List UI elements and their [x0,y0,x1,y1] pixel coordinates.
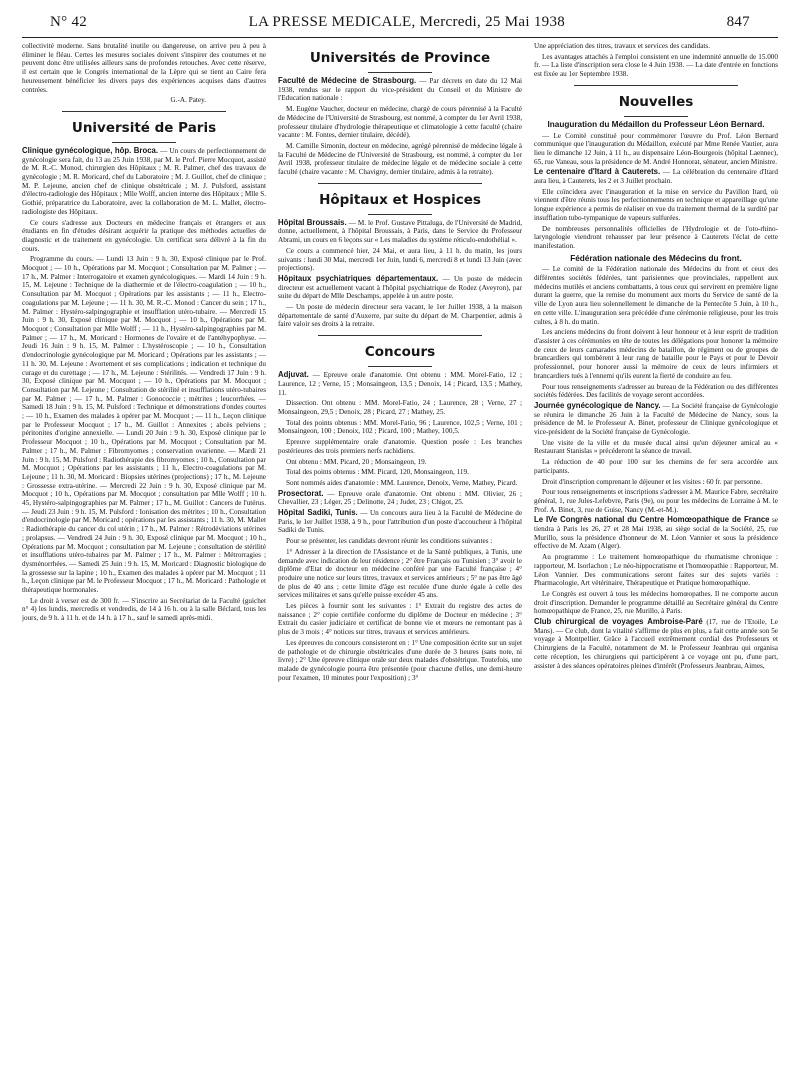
paragraph: Pour tous renseignements s'adresser au bureau de la Fédération ou des différentes sociétés fédérées. Des facilités de voyage seront accordées. [534,382,778,400]
article-homeopathie [534,516,778,551]
running-head [22,14,778,38]
paragraph: Droit d'inscription comprenant le déjeuner et les visites : 60 fr. par personne. [542,477,763,486]
paragraph: Epreuve supplémentaire orale d'anatomie. Question posée : Les branches postérieures des trois premiers nerfs rachidiens. [278,438,522,455]
journal-title-date: LA PRESSE MEDICALE, Mercredi, 25 Mai 1938 [248,14,566,30]
paragraph: Au programme : Le traitement homœopathique du rhumatisme chronique : rapporteur, M. Isorlachon ; Le néo-hippocratisme et l'homœopathie : Rapporteur, M. Léon Vannier. Des communications seront faites sur des sujets variés : Pharmacologie, Art vétérinaire, Thérapeutique et Pratique homœopathique. [534,553,778,588]
paragraph: 1° Adresser à la direction de l'Assistance et de la Santé publiques, à Tunis, une demande avec indication de leur résidence ; 2° être Français ou Tunisien ; 3° avoir le diplôme d'Etat de docteur en médecine conféré par une Faculté française ; 4° produire une notice sur leurs titres, travaux et services antérieurs ; 5° ne pas être âgé de plus de 40 ans ; cette limite d'âge est reculée d'une durée égale à celle des services militaires et sans qu'elle puisse excéder 45 ans. [278,547,522,600]
column-2 [278,42,522,1082]
paragraph: — Un poste de médecin directeur sera vacant, le 1er Juillet 1938, à la maison départementale de santé d'Auxerre, par suite du départ de M. Charpentier, admis à faire valoir ses droits à la retraite. [278,303,522,329]
article-title: Prosectorat. [278,488,324,498]
leprosy-conclusion: collectivité moderne. Sans brutalité inutile ou dangereuse, on arrive peu à peu à éliminer le fléau. Certes les mesures sociales doivent s'inspirer des coutumes et ne peuvent donc être utilisées ailleurs sans de profondes retouches. Avec cette réserve, il est certain que le Congrès international de la Lèpre qui se tient au Caire fera heureusement bénéficier les divers pays des expériences acquises dans d'autres contrées. [22,42,266,94]
divider [574,85,738,86]
paragraph: Dissection. Ont obtenu : MM. Morel-Fatio, 24 ; Laurence, 28 ; Verne, 27 ; Monsaingeon, 29,5 ; Denoix, 28 ; Picard, 27 ; Mathey, 25. [278,399,522,416]
section-title-universites-province: Universités de Province [309,50,491,66]
paragraph: Pour tous renseignements et inscriptions s'adresser à M. Maurice Fabre, secrétaire général, 1, rue Jules-Lefebvre, Paris (9e), ou pour les médecins de Lorraine à M. le Prof. A. Binet, 3, rue de Guise, Nancy (M.-et-M.). [534,488,778,514]
paragraph: M. Eugène Vaucher, docteur en médecine, chargé de cours pérennisé à la Faculté de Médecine de l'Université de Strasbourg, est nommé, à compter du 1er Avril 1938, professeur titulaire d'hydrologie thérapeutique et climatologie à cette faculté (chaire vacante : M. Fontes, dernier titulaire, décédé). [278,105,522,140]
article-nancy [534,402,778,437]
divider [368,366,432,367]
paragraph: — Le comité de la Fédération nationale des Médecins du front et ceux des différentes sociétés fédérées, tant parisiennes que provinciales, rappellent aux médecins mutilés et anciens combattants, à tous ceux qui servirent en première ligne durant la guerre, que la remise du monument aux morts du Service de santé de la ville de Lyon aura lieu solennellement le dimanche de la Pentecôte 5 Juin, à 10 h., en cette ville. L'inauguration sera précédée d'une cérémonie religieuse, pour les trois cultes, à 8 h. du matin. [534,265,778,326]
article-title-federation: Fédération nationale des Médecins du front. [570,253,742,263]
article-title-medaillon: Inauguration du Médaillon du Professeur Léon Bernard. [547,119,765,129]
article-title: Hôpital Broussais. [278,217,347,227]
article-broca [22,147,266,217]
article-sadiki [278,509,522,535]
article-body: — Un concours aura lieu à la Faculté de Médecine de Paris, le 1er Juillet 1938, à 9 h., pour l'attribution d'un poste d'accoucheur à l'hôpital Sadiki de Tunis. [278,509,522,535]
article-body: se tiendra à Paris les 26, 27 et 28 Mai 1938, au siège social de la Société, 25, rue Murillo, sous la présidence d'honneur de M. Léon Vannier et sous la présidence effective de M. Azam (Alger). [534,516,778,551]
paragraph: Total des points obtenus : MM. Picard, 120, Monsaingeon, 119. [286,468,469,477]
article-title: Faculté de Médecine de Strasbourg. [278,76,417,85]
article-itard [534,168,778,185]
article-strasbourg [278,77,522,103]
paragraph: Les épreuves du concours consisteront en : 1° Une composition écrite sur un sujet de pathologie et de chirurgie obstétricales d'une durée de 3 heures (sans note, ni livre) ; 2° Une épreuve clinique orale sur deux malades d'obstétrique. Toutefois, une malade de gynécologie pourra être présentée (pour chacune d'elles, une demi-heure pour l'examen, 10 minutes pour l'exposition) ; 3° [278,638,522,682]
section-title-concours: Concours [364,344,436,361]
article-title: Club chirurgical de voyages Ambroise-Paré [534,617,703,627]
article-title: Le centenaire d'Itard à Cauterets. [534,167,661,177]
article-body: — Epreuve orale d'anatomie. Ont obtenu : MM. Olivier, 26 ; Chevallier, 23 ; Léger, 25 ; Delinotte, 24 ; Judet, 23 ; Chigot, 25. [278,489,522,507]
section-title-nouvelles: Nouvelles [618,93,694,110]
paragraph: Les pièces à fournir sont les suivantes : 1° Extrait du registre des actes de naissance ; 2° copie certifiée conforme du diplôme de Docteur en médecine ; 3° Extrait du casier judiciaire et certificat de bonne vie et mœurs ne remontant pas à plus de 3 mois ; 4° notices sur titres, travaux et services antérieurs. [278,602,522,637]
paragraph: Total des points obtenus : MM. Morel-Fatio, 96 ; Laurence, 102,5 ; Verne, 101 ; Monsaingeon, 100 ; Denoix, 102 ; Picard, 100 ; Mathey, 100,5. [278,418,522,436]
article-title: Adjuvat. [278,370,309,380]
paragraph: Elle coïncidera avec l'inauguration et la mise en service du Pavillon Itard, où viennent d'être réunis tous les perfectionnements en technique et appareillage qu'une longue expérience a permis de réaliser en vue du traitement thermal de la surdité par insufflation tubo-tympanique de vapeurs sulfurées. [534,187,778,222]
column-1 [22,42,266,1082]
paragraph: Une appréciation des titres, travaux et services des candidats. [534,42,711,50]
section-title-hopitaux: Hôpitaux et Hospices [319,191,481,208]
article-body: — La célébration du centenaire d'Itard aura lieu, à Cauterets, les 2 et 3 Juillet prochain. [534,168,778,186]
paragraph: Pour se présenter, les candidats devront réunir les conditions suivantes : [286,537,493,546]
text-columns [22,38,778,1082]
page-number: 847 [726,14,750,30]
divider [624,116,688,117]
article-body: — Un cours de perfectionnement de gynécologie sera fait, du 13 au 25 Juin 1938, par M. le Prof. Pierre Mocquot, assisté de M. R.-C. Monod, chirurgien des Hôpitaux ; M. R. Palmer, chef des travaux de gynécologie ; M. R. Moricard, chef du Laboratoire ; M. J. Guillot, chef de clinique ; M. P. Lejeune, ancien chef de clinique obstétricale ; M. J. Pulsford, assistant d'électro-radiologie des Hôpitaux ; Mlle Wolff, ancien interne des Hôpitaux ; Mlle S. Gothié, préparatrice du Laboratoire, avec la collaboration de M. L. Mallet, électro-radiologiste des Hôpitaux. [22,146,266,216]
article-title: Clinique gynécologique, hôp. Broca. [22,145,159,155]
article-body: — Par décrets en date du 12 Mai 1938, rendus sur le rapport du vice-président du Conseil et du Ministre de l'Education nationale : [278,77,522,103]
article-broussais [278,219,522,245]
paragraph: M. Camille Simonin, docteur en médecine, agrégé pérennisé de médecine légale à la Faculté de Médecine de l'Université de Strasbourg, est nommé, à compter du 1er Avril 1938, professeur titulaire de médecine légale et de médecine sociale à cette faculté (chaire vacante : M. Chavigny, dernier titulaire, admis à la retraite). [278,141,522,177]
divider [112,142,176,143]
divider [368,72,432,73]
article-prosectorat [278,490,522,507]
article-ambroise-pare [534,618,778,670]
article-adjuvat [278,371,522,397]
paragraph: Le droit à verser est de 300 fr. — S'inscrire au Secrétariat de la Faculté (guichet n° 4) les lundis, mercredis et vendredis, de 14 à 16 h. ou à la salle Béclard, tous les jours, de 9 h. à 11 h. et de 14 h. à 17 h., sauf le samedi après-midi. [22,596,266,623]
article-title: Hôpitaux psychiatriques départementaux. [278,273,439,283]
paragraph: De nombreuses personnalités officielles de l'Hydrologie et de l'oto-rhino-laryngologie viendront rehausser par leur présence à Cauterets l'éclat de cette manifestation. [534,224,778,250]
paragraph: La réduction de 40 pour 100 sur les chemins de fer sera accordée aux participants. [534,458,778,475]
paragraph: Ont obtenu : MM. Picard, 20 ; Monsaingeon, 19. [286,457,427,466]
paragraph: Les avantages attachés à l'emploi consistent en une indemnité annuelle de 15.000 fr. — La liste d'inscription sera close le 4 Juin 1938. — La date d'entrée en fonctions est fixée au 1er Septembre 1938. [534,52,778,79]
article-title: Journée gynécologique de Nancy. [534,400,661,410]
paragraph: Ce cours a commencé hier, 24 Mai, et aura lieu, à 11 h. du matin, les jours suivants : lundi 30 Mai, mercredi 1er Juin, lundi 6, mercredi 8 et lundi 13 Juin (avec projections). [278,246,522,273]
article-body: — Epreuve orale d'anatomie. Ont obtenu : MM. Morel-Fatio, 12 ; Laurence, 12 ; Verne, 15 ; Monsaingeon, 13,5 ; Denoix, 14 ; Picard, 13,5 ; Mathey, 11. [278,371,522,397]
issue-number: N° 42 [50,14,88,30]
divider [62,111,226,112]
author-signature: G.-A. Patey. [170,96,206,105]
paragraph: Ce cours s'adresse aux Docteurs en médecine français et étrangers et aux étudiants en fin d'études désirant acquérir la pratique des méthodes actuelles de diagnostic et de traitement en gynécologie. Un certificat sera délivré à la fin du cours. [22,218,266,253]
article-body: — La Société française de Gynécologie se réunira le dimanche 26 Juin à la Faculté de Médecine de Nancy, sous la présidence de M. le Professeur A. Binet, professeur de Clinique gynécologique et vice-président de la Société française de Gynécologie. [534,401,778,437]
column-3 [534,42,778,1082]
paragraph: — Le Comité constitué pour commémorer l'œuvre du Prof. Léon Bernard communique que l'inauguration du Médaillon, exécuté par Mme Renée Vautier, aura lieu le dimanche 12 Juin, à 11 h., au dispensaire Léon-Bourgeois (hôpital Laennec), 65, rue Vaneau, sous la présidence de M. André Honnorat, sénateur, ancien Ministre. [534,131,778,166]
article-body: (17, rue de l'Etoile, Le Mans). — Ce club, dont la vitalité s'affirme de plus en plus, a fait cette année son 5e voyage à Montpellier. Grâce à l'accueil extrêmement cordial des Professeurs et Chirurgiens de la Faculté, notamment de M. le Professeur Jeanbrau qui organisa cette réception, les chirurgiens qui participèrent à ce voyage ont pu, d'une part, assister à des séances opératoires pleines d'intérêt (Professeurs Jeanbrau, Aimes, [534,618,778,670]
paragraph: Une visite de la ville et du musée ducal ainsi qu'un déjeuner amical au « Restaurant Stanislas » précéderont la séance de travail. [534,438,778,456]
article-psychiatriques [278,275,522,301]
article-title: Le IVe Congrès national du Centre Homœopathique de France [534,515,770,525]
paragraph: Le Congrès est ouvert à tous les médecins homœopathes. Il ne comporte aucun droit d'inscription. Demander le programme détaillé au Secrétaire général du Centre homœopathique de France, 25, rue Murillo, à Paris. [534,589,778,616]
divider [318,335,482,336]
section-title-universite-paris: Université de Paris [71,119,217,136]
divider [318,183,482,184]
paragraph: Sont nommés aides d'anatomie : MM. Laurence, Denoix, Verne, Mathey, Picard. [286,478,518,487]
article-body: — M. le Prof. Gustave Pittaluga, de l'Université de Madrid, donne, actuellement, à l'hôpital Broussais, à Paris, dans le Service du Professeur Abrami, un cours en 6 leçons sur « Les maladies du système réticulo-endothélial ». [278,218,522,245]
paragraph-programme: Programme du cours. — Lundi 13 Juin : 9 h. 30, Exposé clinique par le Prof. Mocquot ; — 10 h., Opérations par M. Mocquot ; Consultation par M. Palmer ; — 17 h., M. Palmer : Interrogatoire et examen gynécologiques. — Mardi 14 Juin : 9 h. 15, M. Lejeune : Technique de la diathermie et de l'électro-coagulation ; — 10 h., Consultation par M. Mocquot ; Opérations par les assistants ; — 11 h., Electro-coagulations par M. Lejeune ; — 11 h. 30, M. R.-C. Monod : Cancer du sein ; 17 h., M. Palmer : Hystéro-salpingographie et insufflation utéro-tubaire. — Mercredi 15 Juin : 9 h. 30, Exposé clinique par M. Mocquot ; — 10 h., Opérations par M. Mocquot ; Consultation par Mlle Wolff ; — 11 h., Hystéro-salpingographies par M. Palmer ; — 17 h., M. Moricard : Hormones de l'ovaire et de l'antéhypophyse. — Jeudi 16 Juin : 9 h. 15, M. Palmer : L'hystéroscopie ; — 10 h., Consultation d'endocrinologie gynécologique par M. Moricard ; Opérations par les assistants ; — 11 h. 30, M. Lejeune : Avortement et ses complications ; indication et technique du curage et du curettage ; — 17 h., M. Lejeune : Stérilités. — Vendredi 17 Juin : 9 h. 30, Exposé clinique par M. Mocquot ; — 10 h., Opérations par M. Mocquot ; Consultation par M. Lejeune ; Consultation de stérilité et insufflations utéro-tubaires par M. Palmer ; — 17 h., M. Palmer : Gonococcie ; métrites ; leucorrhées. — Samedi 18 Juin : 9 h. 15, M. Pulsford : Technique et démonstrations d'ondes courtes ; — 10 h., Examen des malades à opérer par M. Mocquot ; — 11 h., Leçon clinique par le Professeur Mocquot ; 17 h., M. Guillot : Annexites ; abcès pelviens ; péritonites d'origine annexielle. — Lundi 20 Juin : 9 h. 30, Exposé clinique par le Professeur Mocquot ; 10 h., Opérations par M. Mocquot ; Consultation par M. Palmer ; 17 h., M. Palmer : Fibromyomes ; conservation ovarienne. — Mardi 21 Juin : 9 h. 15, M. Pulsford : Radiothérapie des fibromyomes ; 10 h., Consultation par M. Mocquot ; Opérations par les assistants ; 11 h., Electro-coagulations par M. Lejeune ; 11 h. 30, M. Moricard : Biopsies utérines (projections) ; 17 h., M. Lejeune : Grossesse extra-utérine. — Mercredi 22 Juin : 9 h. 30, Exposé clinique par M. Mocquot ; 10 h., Opérations par M. Mocquot ; consultation par Mlle Wolff ; 10 h. 45, Hystéro-salpingographies par M. Palmer ; 17 h., M. Guillot : Cancers de l'utérus. — Jeudi 23 Juin : 9 h. 15, M. Pulsford : Ionisation des métrites ; 10 h., Consultation d'endocrinologie par M. Moricard ; opérations par les assistants ; 11 h. 30, M. Mallet : Radiothérapie du cancer du col utérin ; 17 h., M. Palmer : Rétrodéviations utérines ; prolapsus. — Vendredi 24 Juin : 9 h. 30, Exposé clinique par M. Mocquot ; 10 h., Opérations par M. Mocquot ; consultation par M. Lejeune ; consultation de stérilité et insufflations utéro-tubaires par M. Palmer ; 17 h., M. Palmer : Métrorragies ; dysménorrhées. — Samedi 25 Juin : 9 h. 15, M. Moricard : Diagnostic biologique de la grossesse sur la lapine ; 10 h., Examen des malades à opérer par M. Mocquot ; 11 h., Leçon clinique par M. le Professeur Mocquot ; 17 h., M. Moricard : Pathologie et thérapeutique hormonales. [22,255,266,595]
paragraph: Les anciens médecins du front doivent à leur honneur et à leur esprit de tradition d'assister à ces cérémonies en tête de toutes les délégations pour honorer la mémoire de ceux de leurs camarades médecins de bataillon, de régiment ou de groupes de brancardiers qui tombèrent à leur rang de bataille pour le Pays et pour le Devoir professionnel, pour honorer aussi la mémoire de ceux de leurs infirmiers et brancardiers tués à l'ennemi qu'ils eurent la fierté de conduire au feu. [534,328,778,380]
divider [368,214,432,215]
article-body: — Un poste de médecin directeur est actuellement vacant à l'hôpital psychiatrique de Rodez (Aveyron), par suite du départ de Mlle Deschamps, appelée à un autre poste. [278,274,522,301]
article-title: Hôpital Sadiki, Tunis. [278,508,358,518]
